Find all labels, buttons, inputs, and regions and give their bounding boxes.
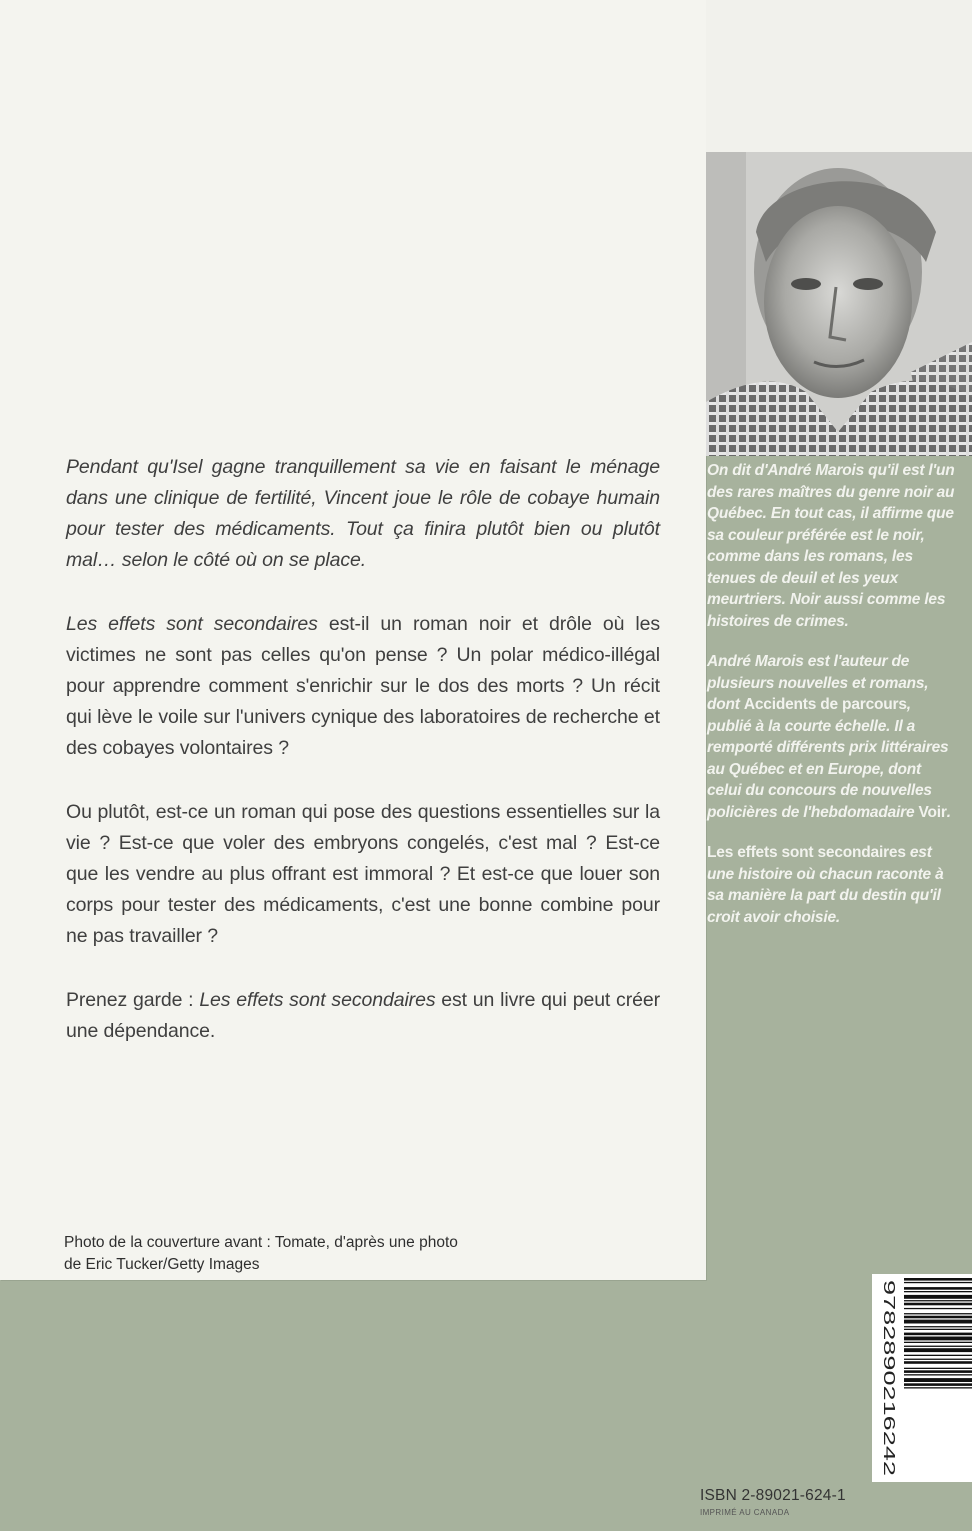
summary-p2-text: est-il un roman noir et drôle où les victimes ne sont pas celles qu'on pense ? Un polar médico-illégal pour apprendre comment s'enrichir sur le dos des morts ? Un récit qui lève le voile sur l'univers cynique des laboratoires de recherche et des cobayes volontaires ?: [66, 613, 660, 759]
photo-credit: [64, 1232, 584, 1276]
barcode-graphic: [872, 1274, 972, 1482]
barcode-bar: [904, 1316, 972, 1319]
bio-p2-a: André Marois est l'auteur de plusieurs nouvelles et romans, dont: [707, 653, 929, 713]
author-bio: [707, 460, 959, 947]
summary-paragraph-3: [66, 797, 660, 952]
top-right-blank: [706, 0, 972, 152]
barcode-bar: [904, 1313, 972, 1314]
barcode-bar: [904, 1303, 972, 1306]
author-photo: [706, 152, 972, 456]
bio-paragraph-1: On dit d'André Marois qu'il est l'un des rares maîtres du genre noir au Québec. En tout cas, il affirme que sa couleur préférée est le noir, comme dans les romans, les tenues de deuil et les yeux meurtriers. Noir aussi comme les histoires de crimes.: [707, 462, 955, 630]
summary-paragraph-4: [66, 985, 660, 1047]
summary-paragraph-2: [66, 609, 660, 764]
bio-p3-text: est une histoire où chacun raconte à sa manière la part du destin qu'il croit avoir choisie.: [707, 844, 944, 926]
bio-p2-e: .: [946, 803, 951, 821]
barcode-bar: [904, 1326, 972, 1327]
credit-line-2: de Eric Tucker/Getty Images: [64, 1256, 260, 1273]
barcode-bars: [904, 1278, 972, 1389]
barcode-bar: [904, 1320, 972, 1324]
printed-in-label: IMPRIMÉ AU CANADA: [700, 1508, 790, 1517]
bio-paragraph-3: [707, 842, 959, 928]
summary-p4-text: est un livre qui peut créer une dépendance.: [66, 989, 660, 1042]
barcode-bar: [904, 1291, 972, 1292]
bio-magazine-title: Voir: [918, 803, 947, 821]
barcode-bar: [904, 1308, 972, 1309]
barcode: [872, 1274, 972, 1482]
isbn-label: ISBN 2-89021-624-1: [700, 1487, 846, 1504]
book-title-ref: Les effets sont secondaires: [199, 989, 436, 1011]
summary-paragraph-1: [66, 452, 660, 576]
barcode-bar: [904, 1337, 972, 1341]
barcode-bar: [904, 1387, 972, 1388]
barcode-bar: [904, 1333, 972, 1336]
back-cover-summary: [66, 452, 660, 1080]
barcode-bar: [904, 1370, 972, 1373]
bio-p2-c: , publié à la courte échelle. Il a remporté différents prix littéraires au Québec et en Europe, dont celui du concours de nouvelles policières de l'hebdomadaire: [707, 696, 949, 821]
summary-p4-start: Prenez garde :: [66, 989, 200, 1011]
barcode-bar: [904, 1295, 972, 1299]
barcode-bar: [904, 1329, 972, 1330]
barcode-bar: [904, 1287, 972, 1290]
barcode-bar: [904, 1383, 972, 1386]
bio-book-title: Accidents de parcours: [743, 696, 907, 713]
book-title-ref: Les effets sont secondaires: [66, 613, 318, 635]
author-portrait-image: [706, 152, 972, 456]
barcode-bar: [904, 1300, 972, 1301]
barcode-bar: [904, 1374, 972, 1375]
barcode-bar: [904, 1348, 972, 1352]
barcode-bar: [904, 1368, 972, 1369]
barcode-bar: [904, 1282, 972, 1283]
barcode-bar: [904, 1278, 972, 1281]
bio-paragraph-2: [707, 651, 959, 823]
barcode-bar: [904, 1346, 972, 1347]
barcode-bar: [904, 1359, 972, 1360]
summary-p1-text: Pendant qu'Isel gagne tranquillement sa vie en faisant le ménage dans une clinique de fertilité, Vincent joue le rôle de cobaye humain pour tester des médicaments. Tout ça finira plutôt bien ou plutôt mal… selon le côté où on se place.: [66, 456, 660, 571]
barcode-bar: [904, 1361, 972, 1364]
barcode-digits: 9782890216242: [880, 1280, 897, 1396]
bio-title-ref: Les effets sont secondaires: [707, 844, 906, 861]
summary-p3-text: Ou plutôt, est-ce un roman qui pose des questions essentielles sur la vie ? Est-ce que voler des embryons congelés, c'est mal ? Est-ce que les vendre au plus offrant est immoral ? Et est-ce que louer son corps pour tester des médicaments, c'est une bonne combine pour ne pas travailler ?: [66, 801, 660, 947]
barcode-bar: [904, 1355, 972, 1356]
credit-line-1: Photo de la couverture avant : Tomate, d'après une photo: [64, 1234, 458, 1251]
barcode-bar: [904, 1378, 972, 1382]
barcode-bar: [904, 1342, 972, 1343]
